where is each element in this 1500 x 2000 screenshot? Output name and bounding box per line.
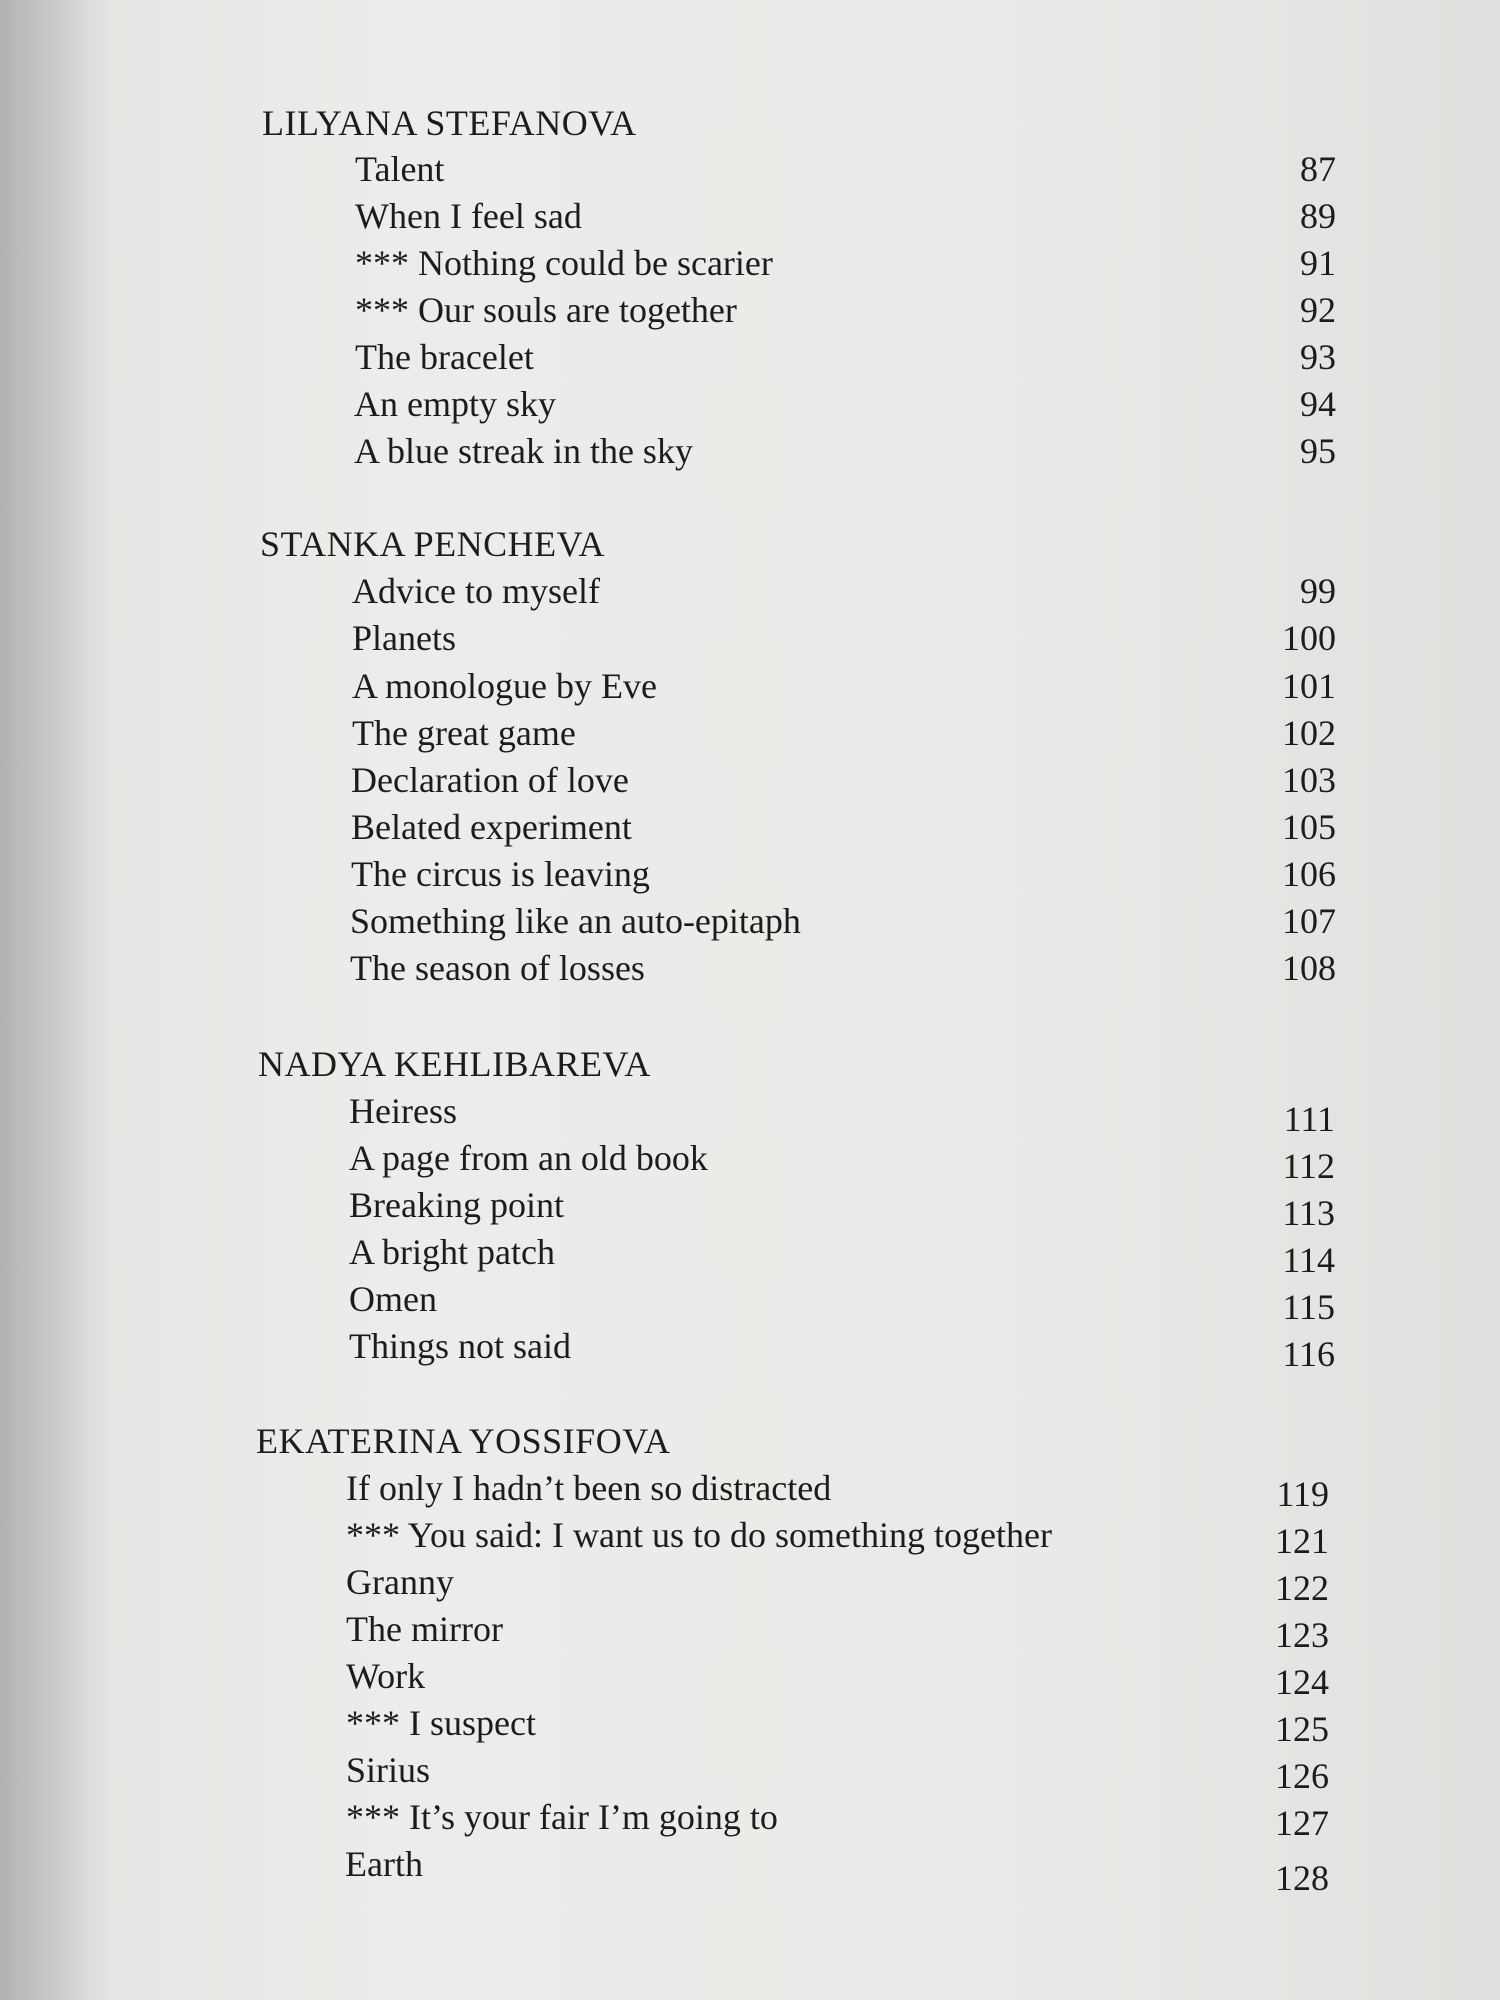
author-heading: NADYA KEHLIBAREVA xyxy=(258,1044,651,1084)
entry-page-number: 93 xyxy=(1300,337,1336,377)
entry-page-number: 127 xyxy=(1275,1803,1329,1843)
entry-title: Planets xyxy=(352,618,456,658)
entry-title: Granny xyxy=(346,1562,454,1602)
entry-page-number: 107 xyxy=(1282,901,1336,941)
entry-title: Earth xyxy=(345,1844,423,1884)
entry-page-number: 124 xyxy=(1275,1662,1329,1702)
entry-title: The bracelet xyxy=(355,337,534,377)
entry-page-number: 99 xyxy=(1300,571,1336,611)
entry-page-number: 92 xyxy=(1300,290,1336,330)
entry-page-number: 103 xyxy=(1282,760,1336,800)
entry-page-number: 91 xyxy=(1300,243,1336,283)
entry-title: When I feel sad xyxy=(355,196,582,236)
entry-title: A bright patch xyxy=(349,1232,555,1272)
entry-title: The mirror xyxy=(346,1609,503,1649)
entry-title: Work xyxy=(346,1656,426,1696)
entry-title: The circus is leaving xyxy=(351,854,650,894)
entry-page-number: 128 xyxy=(1275,1858,1329,1898)
author-heading: STANKA PENCHEVA xyxy=(260,524,605,564)
entry-title: An empty sky xyxy=(354,384,556,424)
entry-title: If only I hadn’t been so distracted xyxy=(346,1468,832,1508)
entry-page-number: 105 xyxy=(1282,807,1336,847)
entry-page-number: 125 xyxy=(1275,1709,1329,1749)
entry-title: *** Our souls are together xyxy=(355,290,737,330)
entry-page-number: 122 xyxy=(1275,1568,1329,1608)
entry-page-number: 101 xyxy=(1282,666,1336,706)
entry-title: *** Nothing could be scarier xyxy=(355,243,773,283)
entry-title: Declaration of love xyxy=(351,760,629,800)
entry-page-number: 115 xyxy=(1282,1287,1335,1327)
entry-page-number: 114 xyxy=(1282,1240,1335,1280)
author-heading: EKATERINA YOSSIFOVA xyxy=(256,1421,671,1461)
entry-title: Breaking point xyxy=(349,1185,564,1225)
entry-page-number: 100 xyxy=(1282,618,1336,658)
entry-title: The great game xyxy=(352,713,576,753)
entry-title: A monologue by Eve xyxy=(352,666,657,706)
entry-page-number: 112 xyxy=(1282,1146,1335,1186)
entry-page-number: 89 xyxy=(1300,196,1336,236)
entry-title: Advice to myself xyxy=(352,571,600,611)
entry-page-number: 113 xyxy=(1282,1193,1335,1233)
entry-title: *** I suspect xyxy=(346,1703,536,1743)
entry-page-number: 116 xyxy=(1282,1334,1335,1374)
entry-title: A blue streak in the sky xyxy=(354,431,693,471)
author-heading: LILYANA STEFANOVA xyxy=(262,103,637,143)
entry-title: *** You said: I want us to do something together xyxy=(346,1515,1052,1555)
entry-page-number: 123 xyxy=(1275,1615,1329,1655)
entry-title: Sirius xyxy=(346,1750,431,1790)
entry-title: *** It’s your fair I’m going to xyxy=(346,1797,778,1837)
entry-page-number: 126 xyxy=(1275,1756,1329,1796)
entry-page-number: 102 xyxy=(1282,713,1336,753)
entry-page-number: 111 xyxy=(1283,1099,1335,1139)
entry-title: Heiress xyxy=(349,1091,457,1131)
entry-page-number: 87 xyxy=(1300,149,1336,189)
entry-page-number: 94 xyxy=(1300,384,1336,424)
entry-page-number: 119 xyxy=(1276,1474,1329,1514)
entry-title: The season of losses xyxy=(350,948,645,988)
entry-page-number: 121 xyxy=(1275,1521,1329,1561)
entry-title: Omen xyxy=(349,1279,437,1319)
entry-title: Talent xyxy=(355,149,445,189)
entry-page-number: 108 xyxy=(1282,948,1336,988)
entry-title: A page from an old book xyxy=(349,1138,708,1178)
entry-page-number: 95 xyxy=(1300,431,1336,471)
entry-title: Things not said xyxy=(349,1326,571,1366)
page-gutter-shadow xyxy=(0,0,120,2000)
entry-title: Belated experiment xyxy=(351,807,632,847)
entry-page-number: 106 xyxy=(1282,854,1336,894)
entry-title: Something like an auto-epitaph xyxy=(350,901,801,941)
